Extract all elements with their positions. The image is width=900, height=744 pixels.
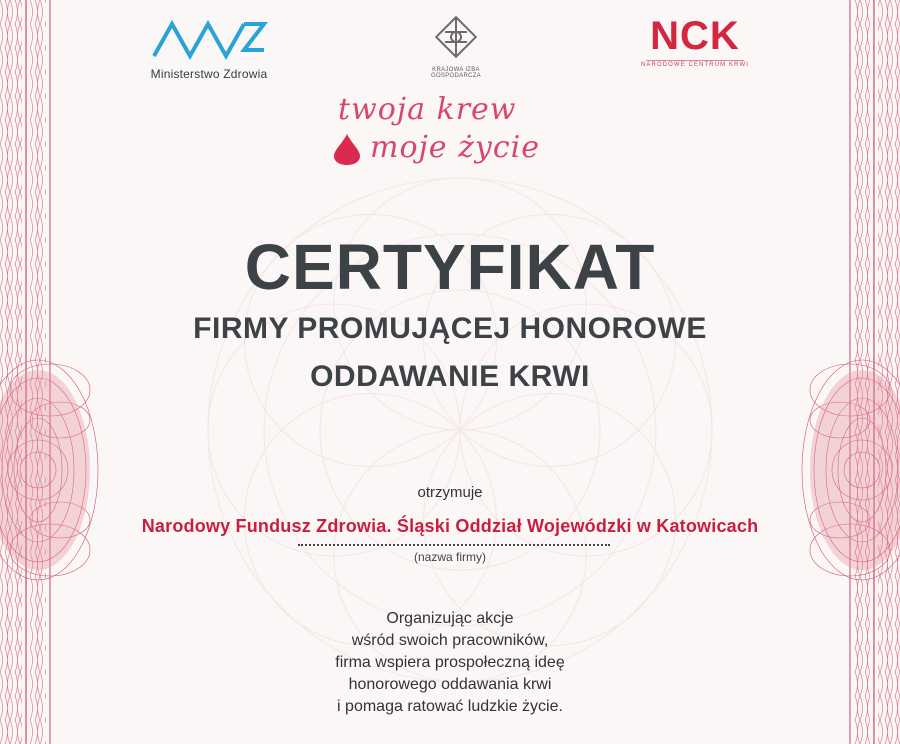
chamber-of-commerce-logo xyxy=(408,14,504,79)
blood-drop-icon xyxy=(330,132,364,166)
blood-centre-caption: NARODOWE CENTRUM KRWI xyxy=(641,62,749,68)
ministry-caption: Ministerstwo Zdrowia xyxy=(150,67,268,81)
chamber-caption: KRAJOWA IZBA GOSPODARCZA xyxy=(431,67,481,79)
slogan-line-1: twoja krew xyxy=(338,92,517,127)
certificate-body-text xyxy=(200,608,700,718)
certificate-title: CERTYFIKAT xyxy=(244,231,656,303)
slogan-line-2: moje życie xyxy=(370,130,541,165)
ministry-of-health-logo xyxy=(148,18,270,81)
national-blood-centre-logo xyxy=(640,14,750,68)
certificate-subtitle-line-2: ODDAWANIE KRWI xyxy=(310,360,590,393)
certificate-subtitle-line-1: FIRMY PROMUJĄCEJ HONOROWE xyxy=(193,312,707,345)
nck-logo-icon: NCK xyxy=(650,14,740,58)
header-logos xyxy=(0,0,900,90)
right-guilloche-border xyxy=(800,0,900,744)
body-line: firma wspiera prospołeczną ideę xyxy=(335,654,565,671)
body-line: i pomaga ratować ludzkie życie. xyxy=(337,698,563,715)
kig-logo-icon xyxy=(433,14,479,60)
body-line: honorowego oddawania krwi xyxy=(348,676,552,693)
body-line: Organizując akcje xyxy=(386,610,514,627)
campaign-slogan xyxy=(328,92,618,172)
left-guilloche-border xyxy=(0,0,100,744)
company-name-caption: (nazwa firmy) xyxy=(413,550,486,564)
receives-label: otrzymuje xyxy=(417,484,483,501)
nck-underline xyxy=(646,60,744,61)
company-name-dotted-line xyxy=(298,544,610,546)
body-line: wśród swoich pracowników, xyxy=(351,632,549,649)
mz-logo-icon xyxy=(150,18,268,60)
company-name: Narodowy Fundusz Zdrowia. Śląski Oddział Wojewódzki w Katowicach xyxy=(141,516,759,536)
